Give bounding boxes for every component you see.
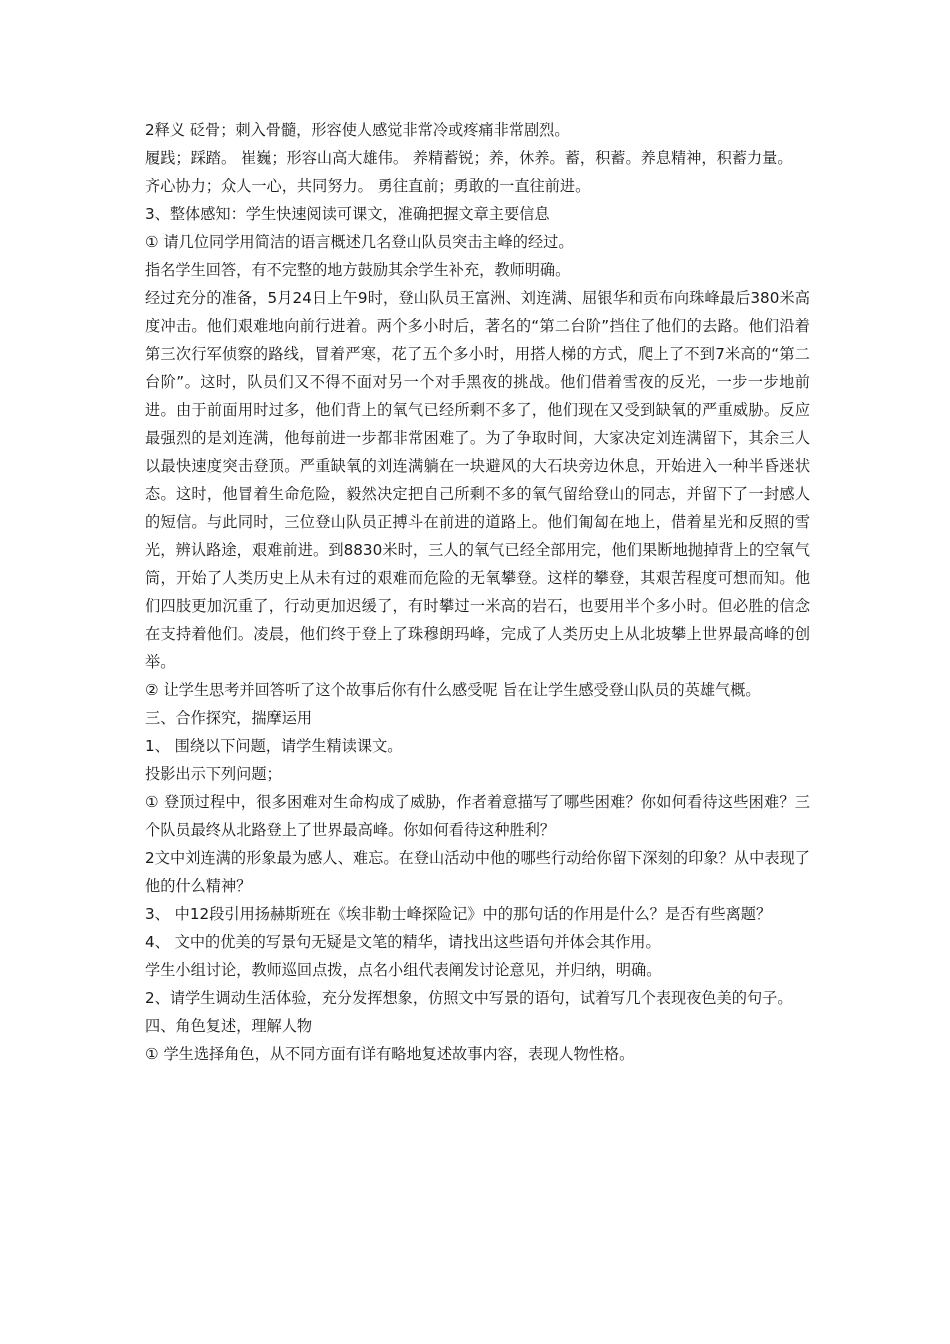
question-3: 3、 中12段引用扬赫斯班在《埃非勒士峰探险记》中的那句话的作用是什么？是否有些离题？	[145, 905, 772, 923]
paragraph-definition-2: 履践；踩踏。 崔巍；形容山高大雄伟。 养精蓄锐；养，休养。蓄，积蓄。养息精神，积蓄力量。	[145, 149, 793, 167]
paragraph-story-summary: 经过充分的准备，5月24日上午9时，登山队员王富洲、刘连满、屈银华和贡布向珠峰最后380米高度冲击。他们艰难地向前行进着。两个多小时后，著名的“第二台阶”挡住了他们的去路。他们沿着第三次行军侦察的路线，冒着严寒，花了五个多小时，用搭人梯的方式，爬上了不到7米高的“第二台阶”。这时，队员们又不得不面对另一个对手黑夜的挑战。他们借着雪夜的反光，一步一步地前进。由于前面用时过多，他们背上的氧气已经所剩不多了，他们现在又受到缺氧的严重威胁。反应最强烈的是刘连满，他每前进一步都非常困难了。为了争取时间，大家决定刘连满留下，其余三人以最快速度突击登顶。严重缺氧的刘连满躺在一块避风的大石块旁边休息，开始进入一种半昏迷状态。这时，他冒着生命危险，毅然决定把自己所剩不多的氧气留给登山的同志，并留下了一封感人的短信。与此同时，三位登山队员正搏斗在前进的道路上。他们匍匐在地上，借着星光和反照的雪光，辨认路途，艰难前进。到8830米时，三人的氧气已经全部用完，他们果断地抛掉背上的空氧气筒，开始了人类历史上从未有过的艰难而危险的无氧攀登。这样的攀登，其艰苦程度可想而知。他们四肢更加沉重了，行动更加迟缓了，有时攀过一米高的岩石，也要用半个多小时。但必胜的信念在支持着他们。凌晨，他们终于登上了珠穆朗玛峰，完成了人类历史上从北坡攀上世界最高峰的创举。	[145, 289, 810, 671]
paragraph-overall-perception: 3、整体感知：学生快速阅读可课文，准确把握文章主要信息	[145, 205, 550, 223]
paragraph-read-instruction: 1、 围绕以下问题，请学生精读课文。	[145, 737, 403, 755]
paragraph-definition-1: 2释义 砭骨；刺入骨髓，形容使人感觉非常冷或疼痛非常剧烈。	[145, 121, 570, 139]
section-heading-3: 三、合作探究，揣摩运用	[145, 709, 313, 727]
paragraph-instruction: 指名学生回答，有不完整的地方鼓励其余学生补充，教师明确。	[145, 261, 571, 279]
paragraph-role-retelling: ① 学生选择角色，从不同方面有详有略地复述故事内容，表现人物性格。	[145, 1045, 635, 1063]
question-1: ① 登顶过程中，很多困难对生命构成了威胁，作者着意描写了哪些困难？你如何看待这些困难？三个队员最终从北路登上了世界最高峰。你如何看待这种胜利？	[145, 793, 810, 839]
document-page	[145, 116, 810, 1068]
paragraph-writing-task: 2、请学生调动生活体验，充分发挥想象，仿照文中写景的语句，试着写几个表现夜色美的句子。	[145, 989, 793, 1007]
paragraph-task-1: ① 请几位同学用简洁的语言概述几名登山队员突击主峰的经过。	[145, 233, 574, 251]
paragraph-definition-3: 齐心协力；众人一心，共同努力。 勇往直前；勇敢的一直往前进。	[145, 177, 591, 195]
question-4: 4、 文中的优美的写景句无疑是文笔的精华，请找出这些语句并体会其作用。	[145, 933, 661, 951]
section-heading-4: 四、角色复述，理解人物	[145, 1017, 313, 1035]
paragraph-group-discussion: 学生小组讨论，教师巡回点拨，点名小组代表阐发讨论意见，并归纳，明确。	[145, 961, 662, 979]
paragraph-projection: 投影出示下列问题；	[145, 765, 282, 783]
paragraph-task-2: ② 让学生思考并回答听了这个故事后你有什么感受呢 旨在让学生感受登山队员的英雄气概。	[145, 681, 761, 699]
question-2: 2文中刘连满的形象最为感人、难忘。在登山活动中他的哪些行动给你留下深刻的印象？从中表现了他的什么精神？	[145, 849, 810, 895]
